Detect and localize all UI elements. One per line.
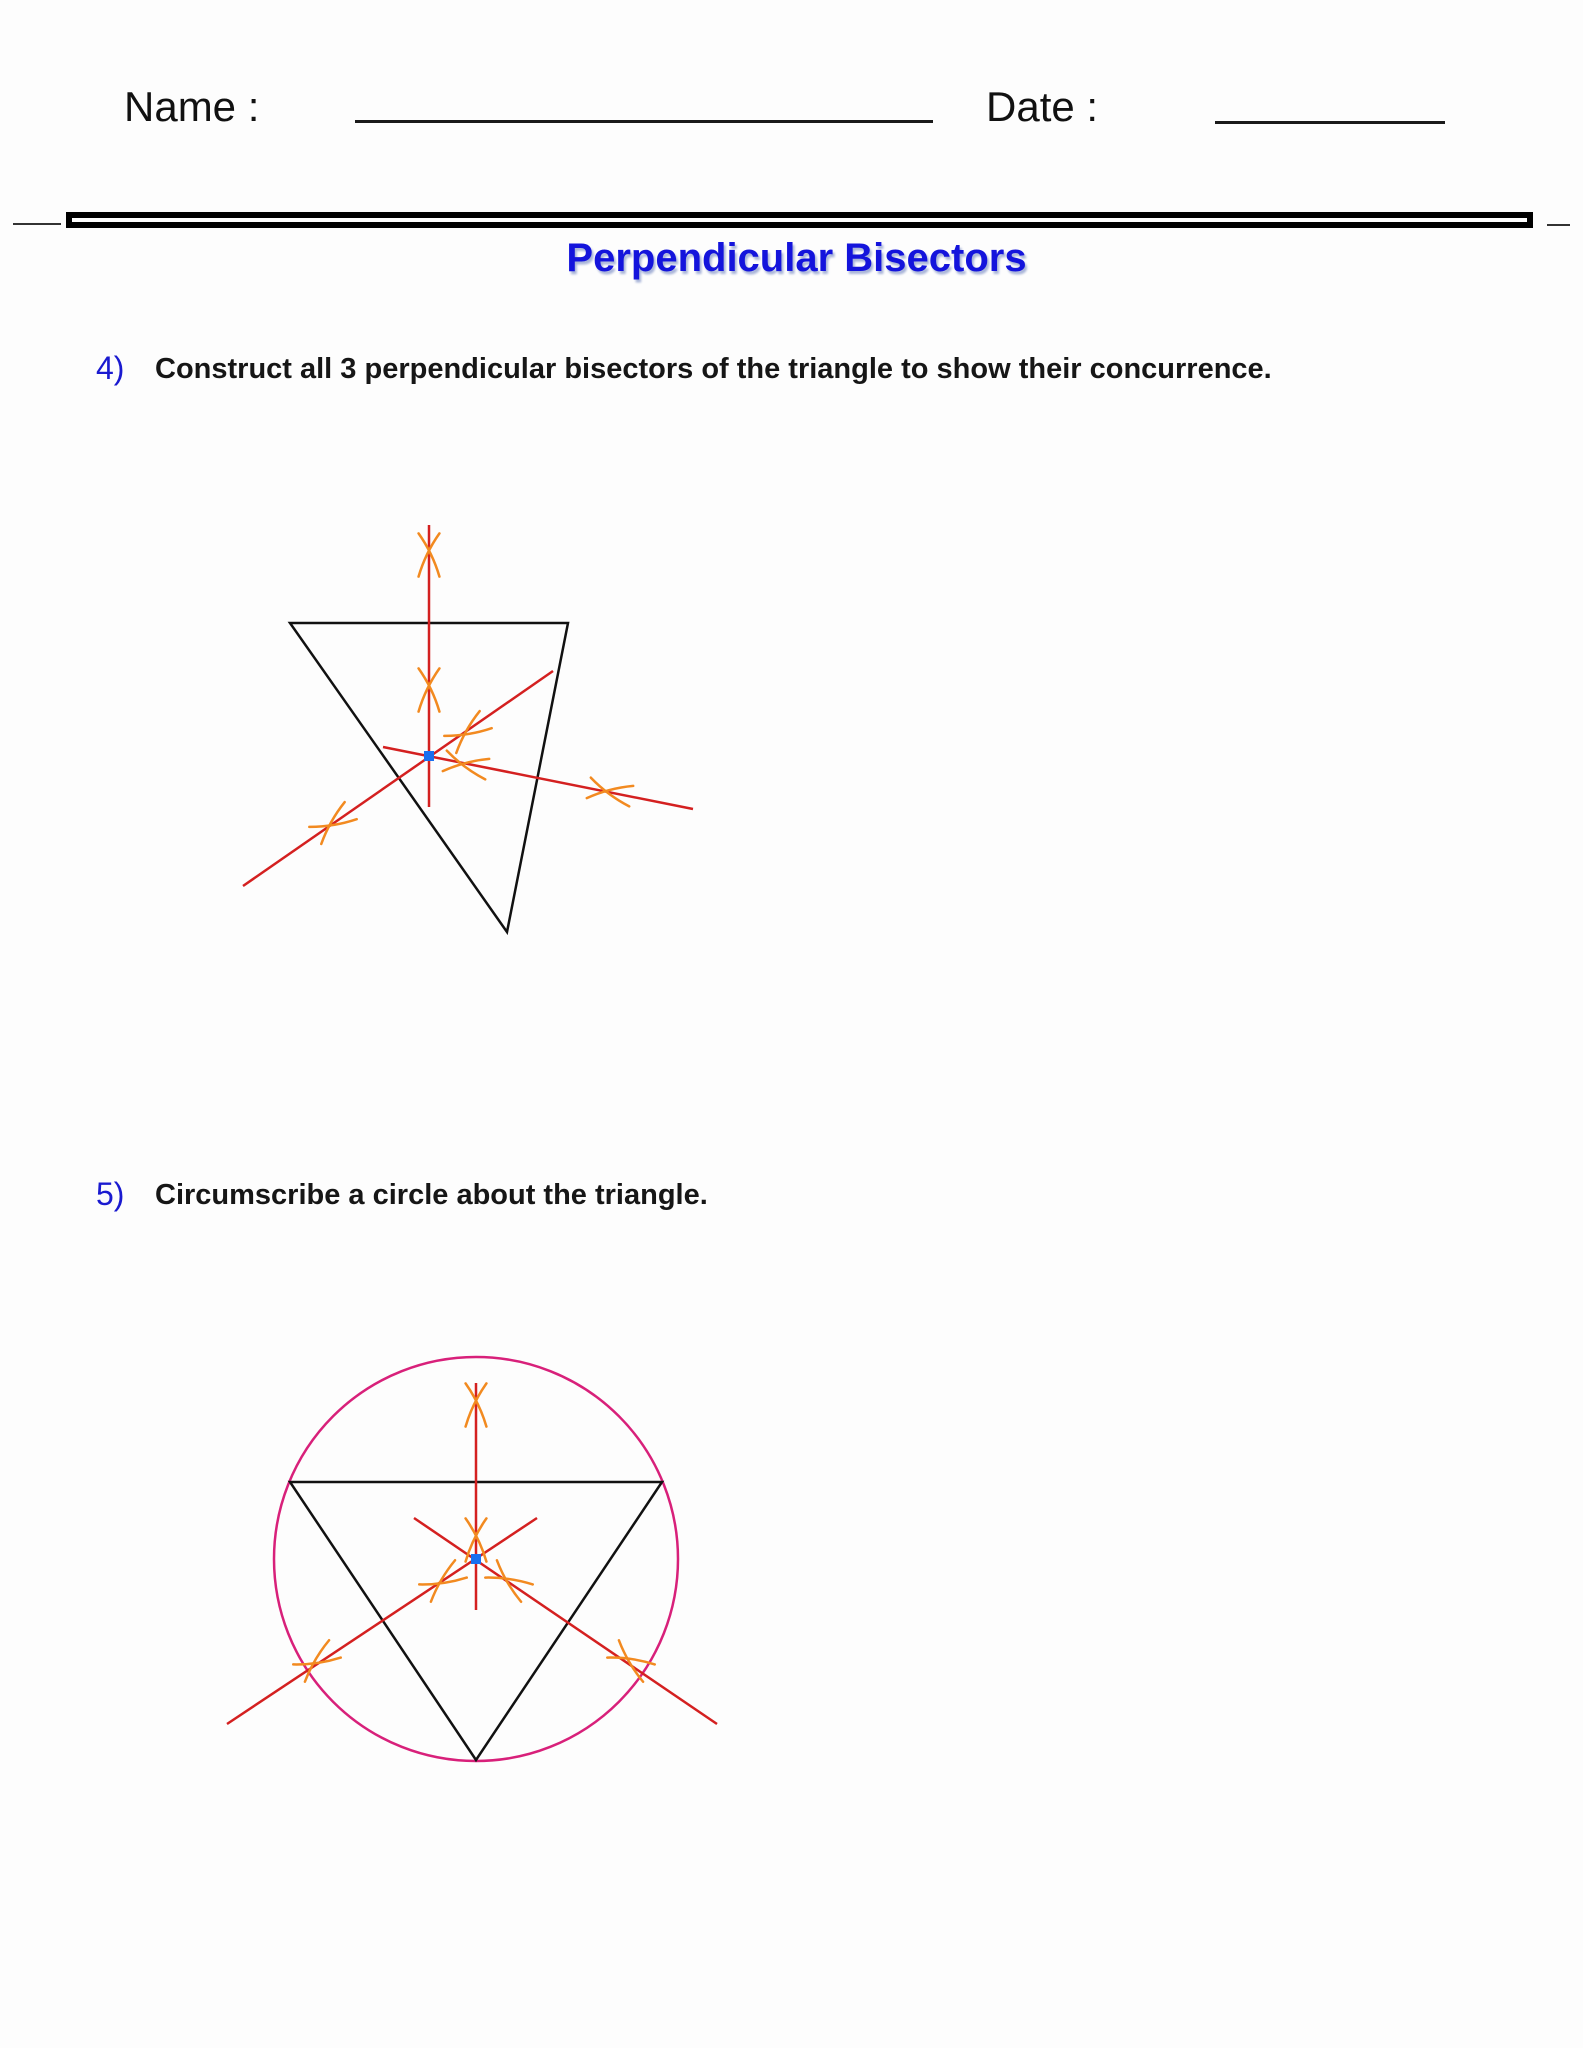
compass-arc-mark xyxy=(485,1560,533,1601)
figure-question-4 xyxy=(243,525,693,932)
question-4-text: Construct all 3 perpendicular bisectors of the triangle to show their concurrence. xyxy=(155,353,1272,385)
page-title: Perpendicular Bisectors xyxy=(566,236,1027,280)
figure-question-5 xyxy=(227,1357,717,1761)
date-label: Date : xyxy=(986,83,1099,130)
question-4-number: 4) xyxy=(96,350,125,386)
circumcenter-point xyxy=(471,1554,481,1564)
compass-arc-mark xyxy=(443,751,489,780)
circumcenter-point xyxy=(424,751,434,761)
question-5-text: Circumscribe a circle about the triangle. xyxy=(155,1179,708,1211)
name-label: Name : xyxy=(124,83,260,130)
question-5-number: 5) xyxy=(96,1176,125,1212)
perpendicular-bisector-3 xyxy=(414,1518,717,1724)
perpendicular-bisector-2 xyxy=(243,671,553,886)
